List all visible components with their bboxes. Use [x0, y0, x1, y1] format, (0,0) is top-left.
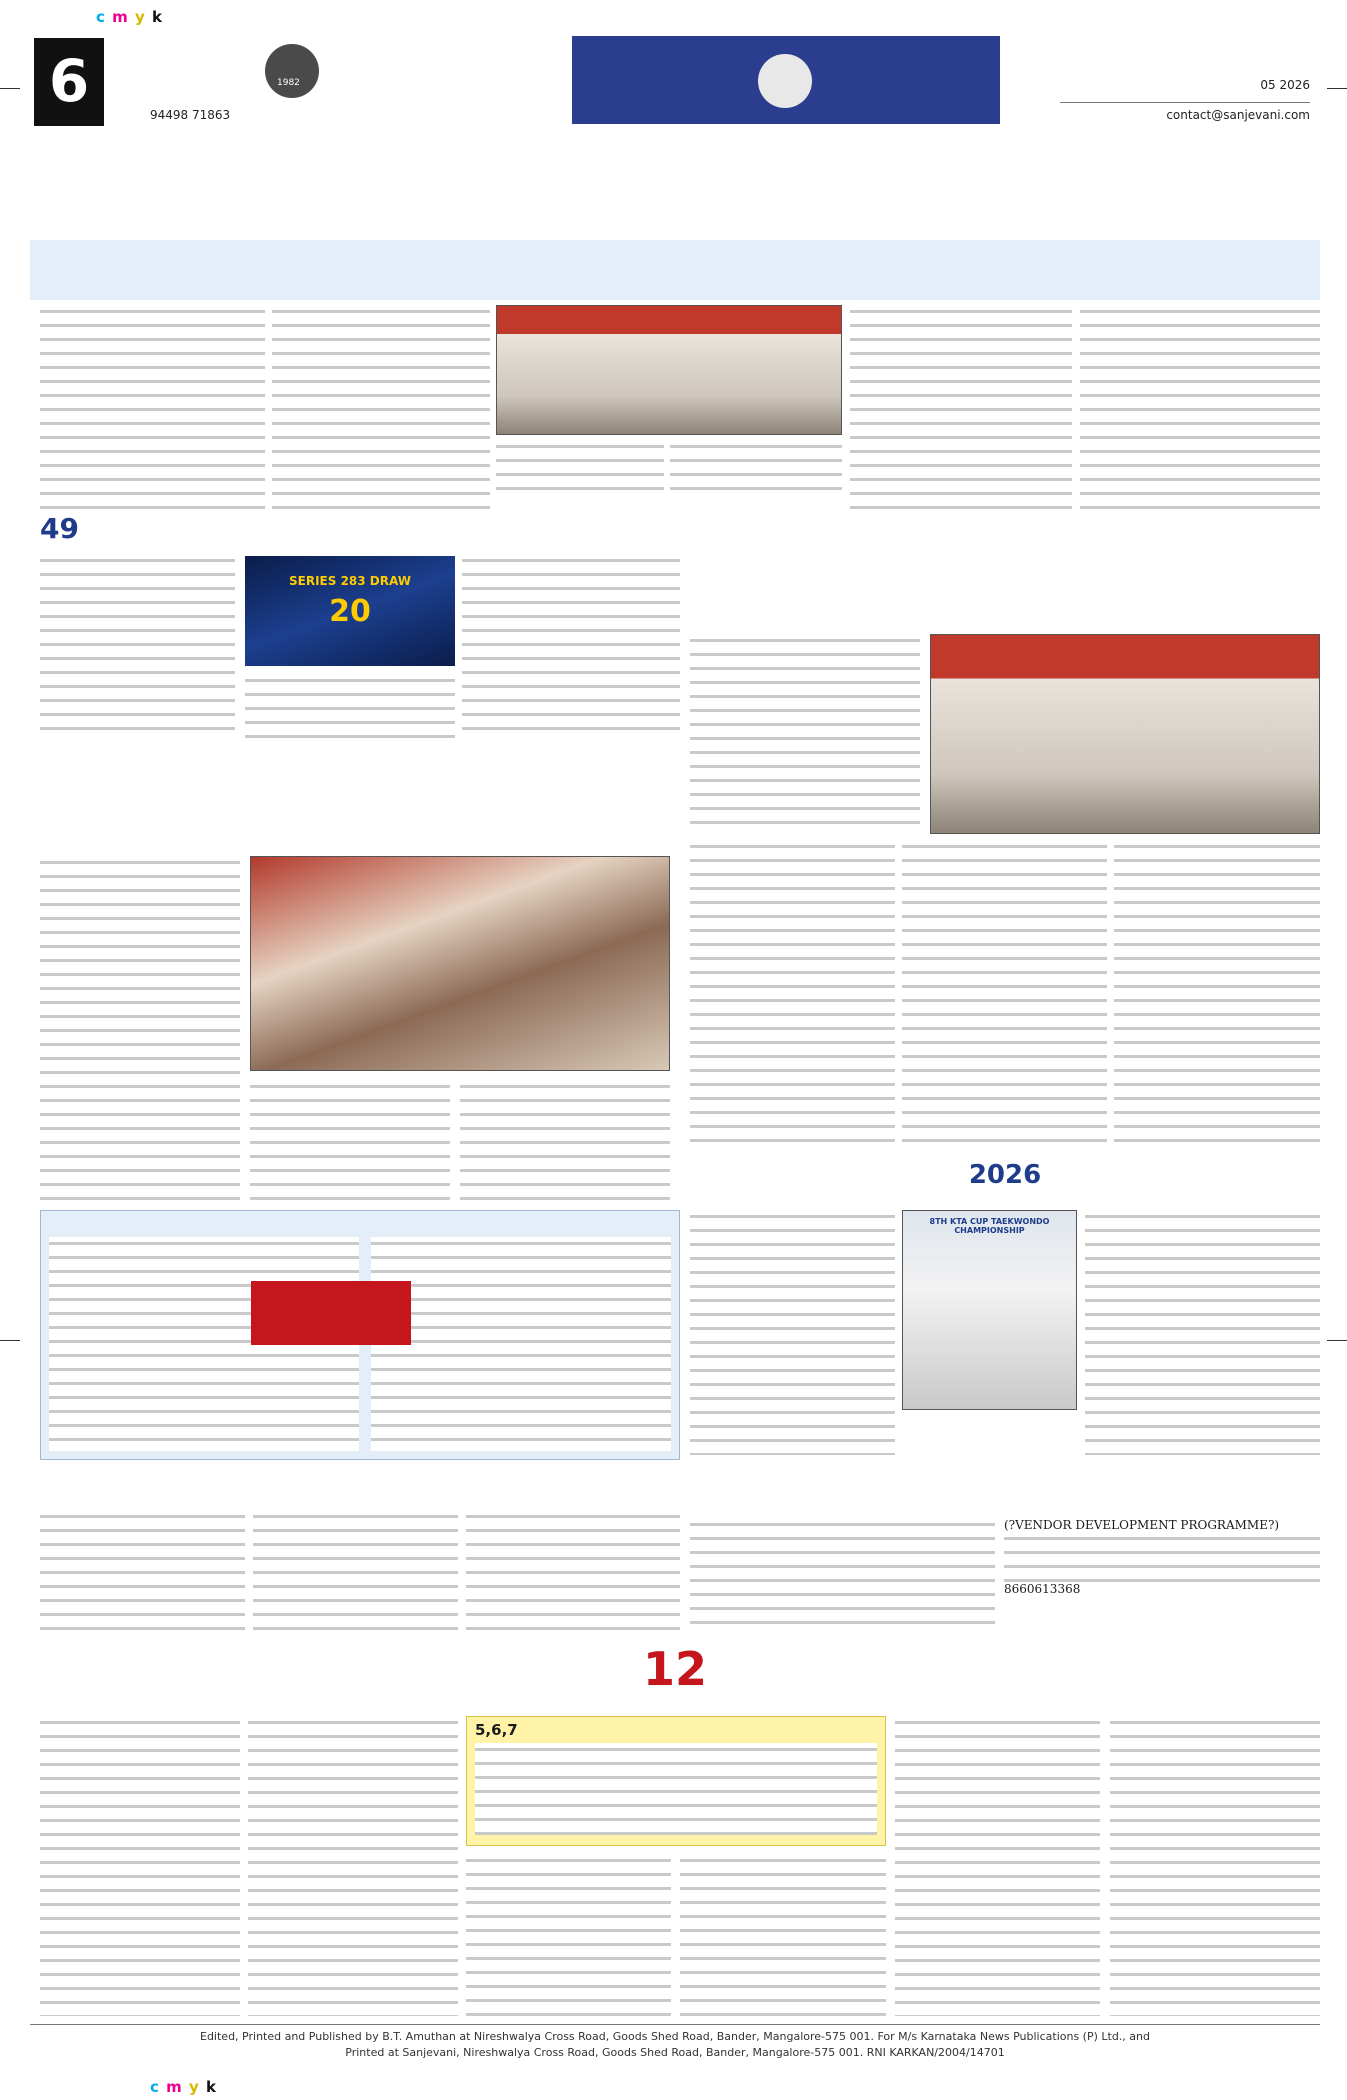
taekwondo-photo — [902, 1210, 1077, 1410]
contact-email: contact@sanjevani.com — [1166, 108, 1310, 122]
notice-body — [40, 1510, 245, 1630]
imprint-divider — [30, 2024, 1320, 2025]
lead-column — [670, 440, 842, 500]
memorial-headline-line1 — [40, 750, 680, 794]
baikampady-headline — [690, 1470, 1320, 1510]
bottom-headline — [30, 1642, 1320, 1712]
edition-logo-dove — [758, 54, 812, 108]
taekwondo-headline — [690, 1160, 1320, 1200]
taekwondo-photo-banner: 8TH KTA CUP TAEKWONDO CHAMPIONSHIP — [929, 1217, 1050, 1235]
missing-persons-box — [40, 1210, 680, 1460]
lead-photo — [496, 305, 842, 435]
bottom-column — [248, 1716, 458, 2016]
date-number: 05 — [1260, 78, 1276, 92]
cmyk-k: k — [206, 2078, 218, 2096]
edition-masthead — [572, 36, 1000, 124]
cmyk-y: y — [189, 2078, 200, 2096]
registration-mark — [1327, 88, 1347, 89]
lead-column — [40, 305, 265, 510]
cmyk-c: c — [150, 2078, 160, 2096]
sullia-photo — [930, 634, 1320, 834]
bottom-column — [466, 1854, 671, 2016]
taekwondo-body — [1085, 1210, 1320, 1455]
lead-column — [850, 305, 1072, 510]
baikampady-body — [690, 1518, 995, 1633]
ad-label: SERIES 283 DRAW — [289, 574, 411, 588]
sullia-body — [690, 840, 895, 1145]
baikampady-body — [1004, 1532, 1320, 1582]
memorial-photo — [250, 856, 670, 1071]
bottom-column — [895, 1716, 1100, 2016]
registration-mark — [1327, 1340, 1347, 1341]
memorial-body — [40, 856, 240, 1201]
lottery-headline — [40, 512, 690, 546]
lead-photo-caption — [496, 440, 664, 500]
cmyk-m: m — [166, 2078, 183, 2096]
logo-year: 1982 — [277, 78, 300, 88]
lottery-headline-number: 49 — [40, 512, 79, 545]
sullia-headline-line1 — [690, 512, 1320, 568]
bottom-column — [680, 1854, 886, 2016]
paper-tagline — [150, 108, 450, 122]
bottom-headline-number: 12 — [642, 1642, 707, 1696]
cmyk-mark-top — [96, 8, 163, 26]
lead-headline — [30, 150, 1320, 224]
imprint-line2: Printed at Sanjevani, Nireshwalya Cross Road, Goods Shed Road, Bander, Mangalore-575 001. RNI KARKAN/2004/14701 — [345, 2046, 1005, 2059]
page-number: 6 — [34, 38, 104, 126]
sullia-headline-line2 — [690, 570, 1320, 626]
sullia-body — [1114, 840, 1320, 1145]
lottery-caption — [245, 674, 455, 739]
masthead-divider — [1060, 102, 1310, 103]
baikampady-phone: 8660613368 — [1004, 1582, 1081, 1596]
cmyk-y: y — [135, 8, 146, 26]
cmyk-c: c — [96, 8, 106, 26]
imprint-line1: Edited, Printed and Published by B.T. Amuthan at Nireshwalya Cross Road, Goods Shed Road, Bander, Mangalore-575 001. For M/s Karnataka News Publications (P) Ltd., and — [200, 2030, 1150, 2043]
registration-mark — [0, 88, 20, 89]
lottery-body — [462, 554, 680, 739]
sullia-body — [902, 840, 1107, 1145]
cmyk-mark-bottom — [150, 2078, 217, 2096]
strike-box-title-numbers: 5,6,7 — [475, 1721, 518, 1739]
missing-right-text — [371, 1237, 671, 1451]
missing-tag — [251, 1281, 411, 1345]
ad-amount: 20 — [329, 594, 371, 629]
notice-body — [466, 1510, 680, 1630]
lottery-ad-image — [245, 556, 455, 666]
notice-headline — [40, 1466, 680, 1504]
lead-subhead-band — [30, 240, 1320, 300]
notice-body — [253, 1510, 458, 1630]
baikampady-right-column — [1004, 1518, 1320, 1633]
taekwondo-body — [690, 1210, 895, 1455]
cmyk-k: k — [152, 8, 164, 26]
masthead-date — [1110, 78, 1310, 92]
strike-box-title — [467, 1717, 885, 1743]
sullia-body — [690, 634, 920, 834]
baikampady-english-note: (?VENDOR DEVELOPMENT PROGRAMME?) — [1004, 1518, 1280, 1532]
lead-column — [1080, 305, 1320, 510]
lead-column — [272, 305, 490, 510]
registration-mark — [0, 1340, 20, 1341]
phone-number: 94498 71863 — [150, 108, 231, 122]
date-year: 2026 — [1279, 78, 1310, 92]
memorial-headline-line2 — [40, 800, 680, 844]
taekwondo-headline-number: 2026 — [968, 1160, 1042, 1190]
paper-logo-dove — [265, 44, 319, 98]
lottery-body — [40, 554, 235, 739]
memorial-body — [250, 1080, 450, 1200]
cmyk-m: m — [112, 8, 129, 26]
memorial-body — [460, 1080, 670, 1200]
strike-box-text — [475, 1743, 877, 1835]
strike-box — [466, 1716, 886, 1846]
bottom-column — [40, 1716, 240, 2016]
bottom-column — [1110, 1716, 1320, 2016]
